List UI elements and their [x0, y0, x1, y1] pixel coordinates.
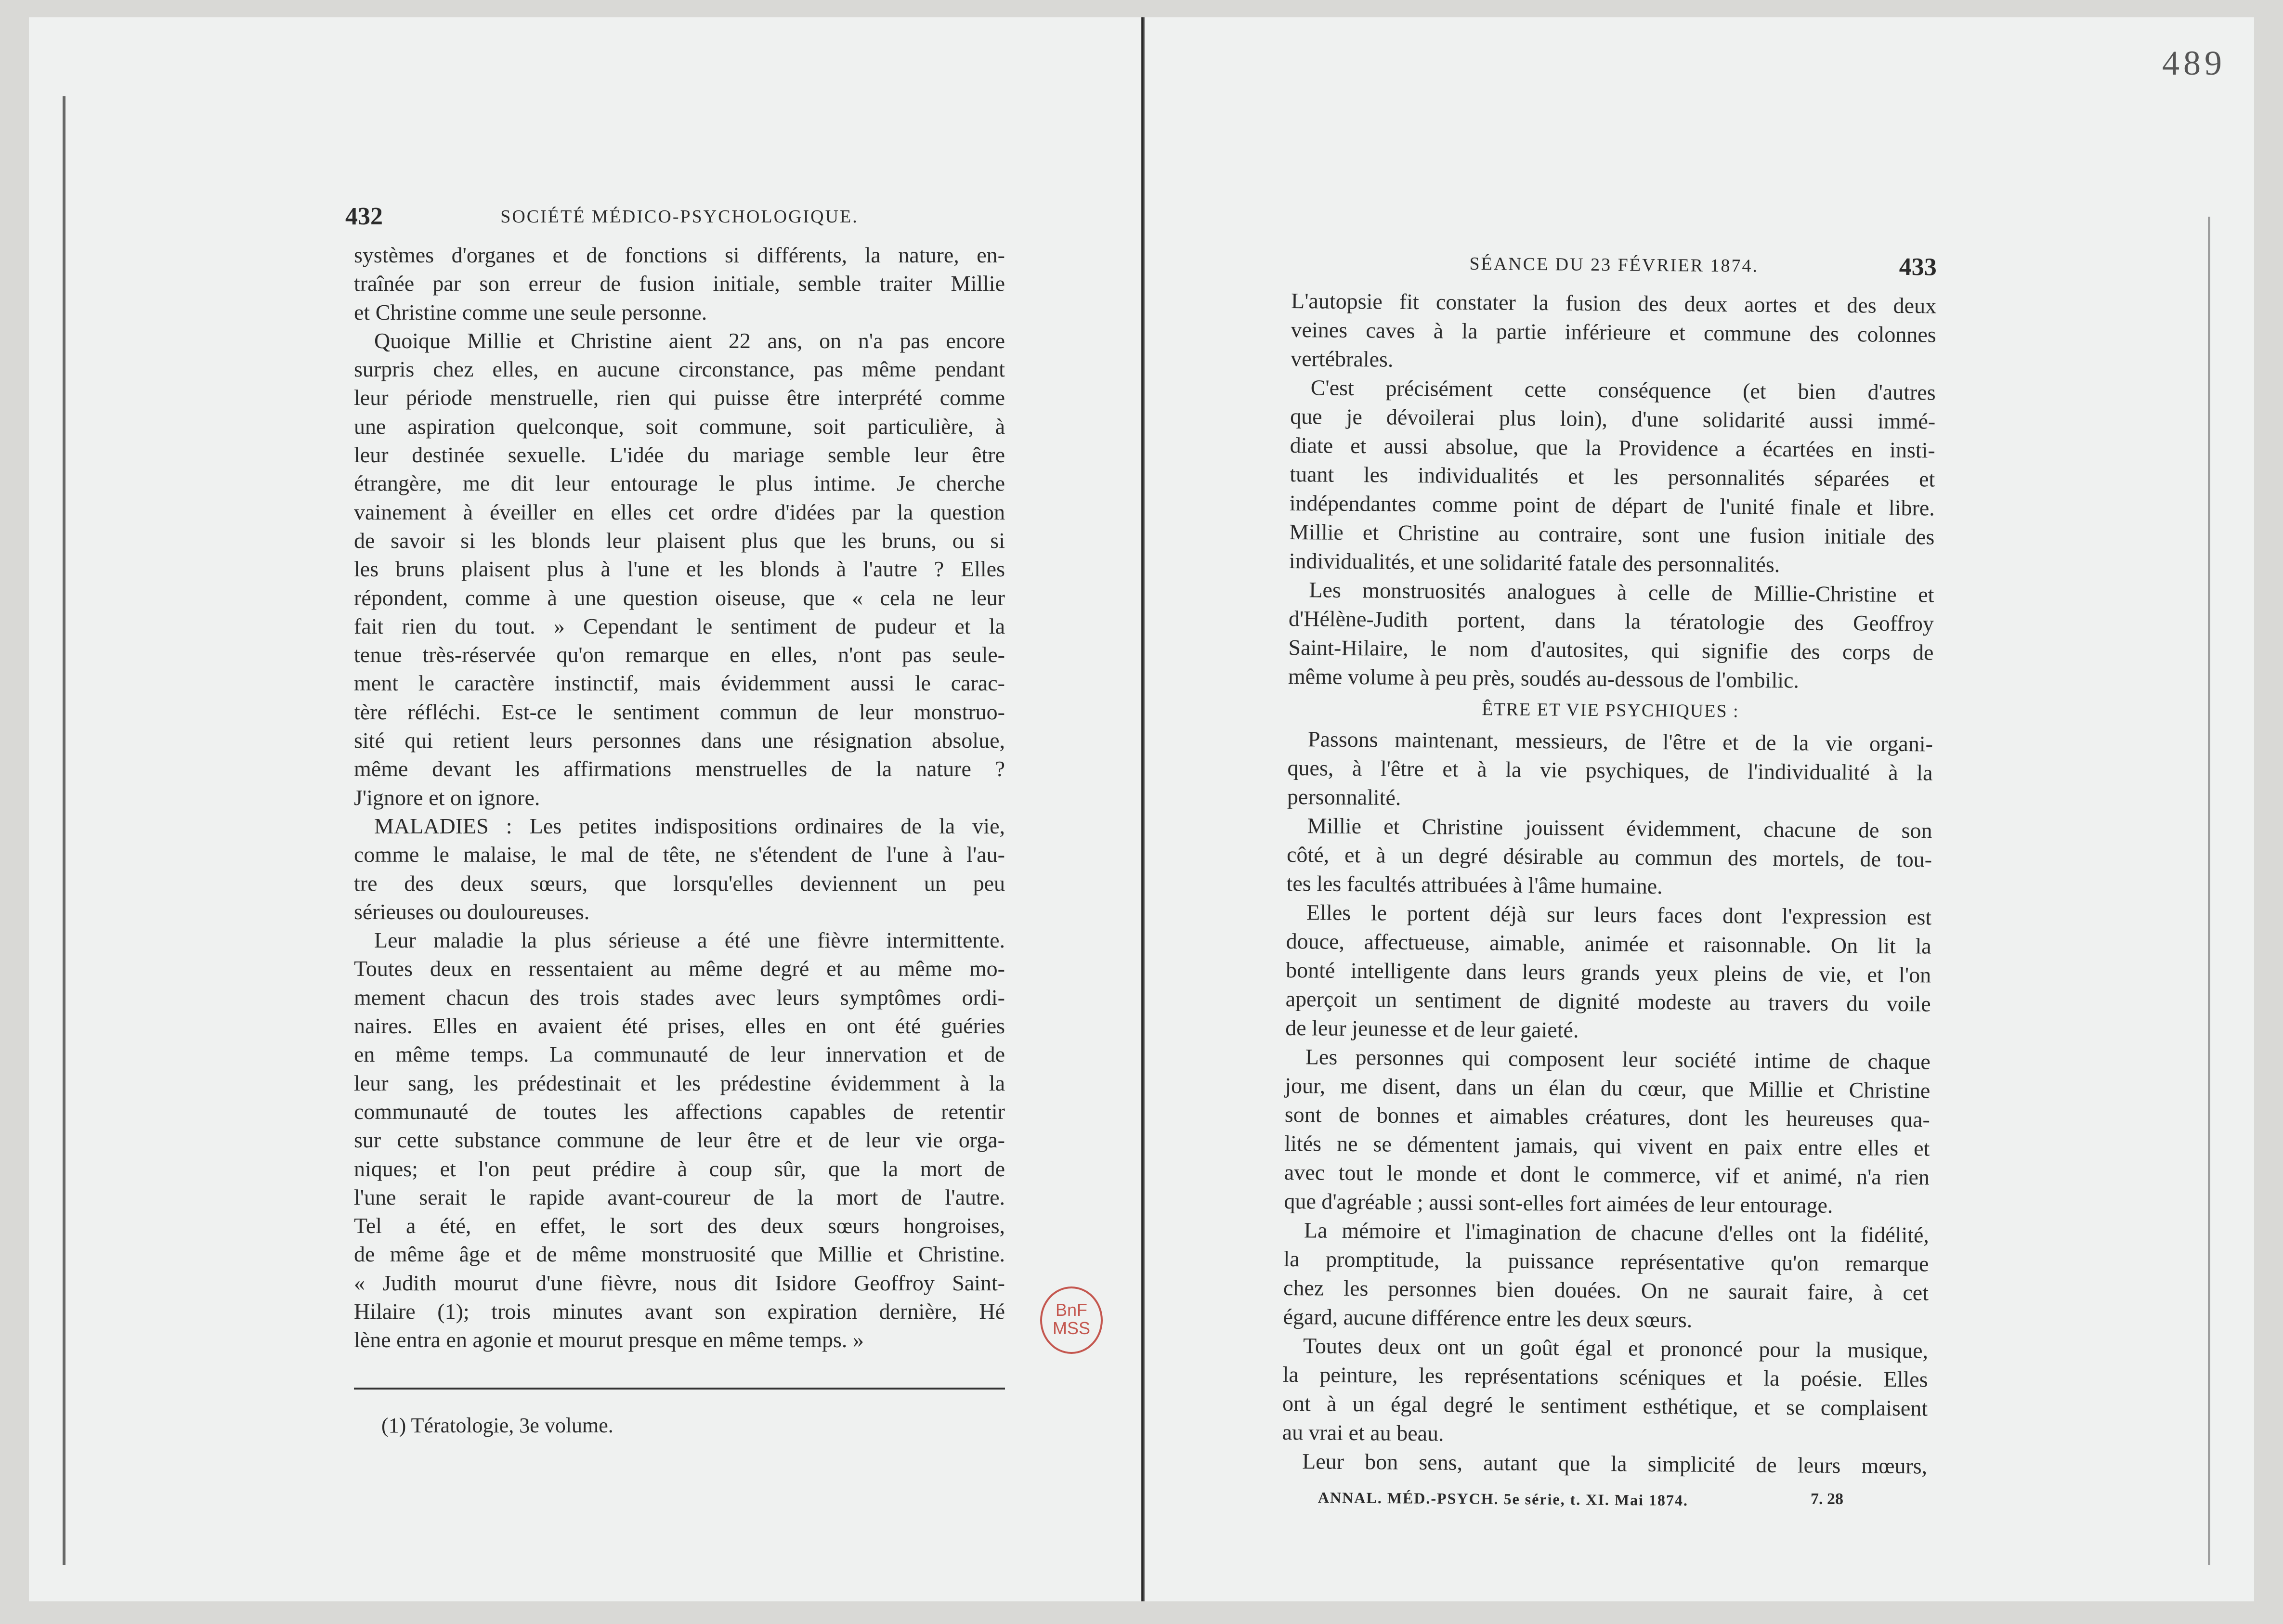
text-line: tre des deux sœurs, que lorsqu'elles deviennent un peu — [354, 870, 1005, 896]
text-line: l'une serait le rapide avant-coureur de la mort de l'autre. — [354, 1184, 1005, 1209]
text-line: une aspiration quelconque, soit commune, soit particulière, à — [354, 414, 1005, 439]
text-line: diate et aussi absolue, que la Providence a écartées en insti- — [1290, 432, 1935, 463]
text-line: avec tout le monde et dont le commerce, vif et animé, n'a rien — [1284, 1159, 1930, 1190]
text-line: Leur bon sens, autant que la simplicité de leurs mœurs, — [1302, 1449, 1928, 1479]
running-head — [345, 202, 1005, 241]
text-line: bonté intelligente dans leurs grands yeux pleins de vie, et l'on — [1286, 957, 1931, 987]
text-line: de savoir si les blonds leur plaisent plus que les bruns, ou si — [354, 528, 1005, 553]
paragraph — [1286, 811, 1932, 903]
text-line: tère réfléchi. Est-ce le sentiment commun de leur monstruo- — [354, 699, 1005, 724]
text-line: La mémoire et l'imagination de chacune d'elles ont la fidélité, — [1304, 1218, 1930, 1247]
body-text — [1282, 286, 1936, 1481]
text-line: indépendantes comme point de départ de l'unité finale et libre. — [1289, 490, 1935, 520]
right-page — [1282, 248, 1937, 1481]
stamp-line: MSS — [1052, 1318, 1090, 1338]
text-line: côté, et à un degré désirable au commun des mortels, de tou- — [1286, 842, 1932, 872]
text-line: Hilaire (1); trois minutes avant son expiration dernière, Hé — [354, 1299, 1005, 1324]
book-gutter — [1141, 17, 1145, 1601]
paragraph — [1285, 898, 1931, 1048]
bnf-library-stamp — [1040, 1286, 1103, 1354]
text-line: lène entra en agonie et mourut presque en même temps. » — [354, 1327, 864, 1352]
text-line: que je dévoilerai plus loin), d'une solidarité aussi immé- — [1290, 403, 1936, 434]
text-line: leur période menstruelle, rien qui puisse être interprété comme — [354, 385, 1005, 410]
text-line: veines caves à la partie inférieure et commune des colonnes — [1291, 317, 1936, 347]
text-line: communauté de toutes les affections capables de retentir — [354, 1099, 1005, 1124]
folio-number: 489 — [2162, 44, 2226, 82]
text-line: lités ne se démentent jamais, qui vivent en paix entre elles et — [1284, 1130, 1930, 1161]
text-line: aperçoit un sentiment de dignité modeste au travers du voile — [1285, 986, 1931, 1016]
text-line: Elles le portent déjà sur leurs faces dont l'expression est — [1306, 900, 1932, 930]
text-line: répondent, comme à une question oiseuse, que « cela ne leur — [354, 585, 1005, 610]
text-line: vainement à éveiller en elles cet ordre d'idées par la question — [354, 499, 1005, 524]
text-line: Millie et Christine au contraire, sont une fusion initiale des — [1289, 519, 1935, 549]
text-line: systèmes d'organes et de fonctions si différents, la nature, en- — [354, 243, 1005, 267]
text-line: traînée par son erreur de fusion initiale, semble traiter Millie — [354, 271, 1005, 296]
body-text — [354, 241, 1005, 1354]
footnote: (1) Tératologie, 3e volume. — [381, 1414, 613, 1437]
text-line: Passons maintenant, messieurs, de l'être et de la vie organi- — [1307, 727, 1933, 756]
paragraph — [354, 241, 1005, 326]
text-line: Millie et Christine jouissent évidemment, chacune de son — [1307, 813, 1932, 843]
text-line: même devant les affirmations menstruelles de la nature ? — [354, 756, 1005, 781]
text-line: L'autopsie fit constater la fusion des deux aortes et des deux — [1291, 288, 1937, 318]
text-line: Les personnes qui composent leur société intime de chaque — [1305, 1044, 1931, 1074]
text-line: même volume à peu près, soudés au-dessous de l'ombilic. — [1288, 663, 1800, 693]
paragraph — [1282, 1447, 1927, 1481]
paragraph — [354, 812, 1005, 926]
text-line: la promptitude, la puissance représentative qu'on remarque — [1283, 1246, 1929, 1276]
text-line: niques; et l'on peut prédire à coup sûr, que la mort de — [354, 1156, 1005, 1181]
text-line: individualités, et une solidarité fatale des personnalités. — [1289, 548, 1780, 577]
text-line: Saint-Hilaire, le nom d'autosites, qui signifie des corps de — [1288, 635, 1934, 665]
text-line: leur destinée sexuelle. L'idée du mariage semble leur être — [354, 442, 1005, 468]
paragraph — [1282, 1331, 1928, 1452]
paragraph — [1291, 286, 1936, 378]
text-line: et Christine comme une seule personne. — [354, 299, 707, 325]
running-title: SÉANCE DU 23 FÉVRIER 1874. — [1469, 253, 1759, 276]
text-line: tuant les individualités et les personnalités séparées et — [1290, 461, 1935, 492]
left-page — [345, 202, 1005, 1354]
text-line: surpris chez elles, en aucune circonstance, pas même pendant — [354, 357, 1005, 382]
scan-edge-shadow — [2208, 217, 2210, 1565]
text-line: de même âge et de même monstruosité que Millie et Christine. — [354, 1242, 1005, 1267]
text-line: égard, aucune différence entre les deux sœurs. — [1283, 1304, 1693, 1332]
paragraph — [1289, 373, 1936, 581]
paragraph — [1283, 1216, 1929, 1337]
text-line: Toutes deux en ressentaient au même degré et au même mo- — [354, 956, 1005, 981]
text-line: ont à un égal degré le sentiment esthétique, et se complaisent — [1282, 1390, 1928, 1421]
text-line: d'Hélène-Judith portent, dans la tératologie des Geoffroy — [1288, 606, 1934, 636]
running-head — [1291, 248, 1937, 292]
text-line: J'ignore et on ignore. — [354, 785, 540, 810]
text-line: leur sang, les prédestinait et les prédestine évidemment à la — [354, 1070, 1005, 1095]
text-line: en même temps. La communauté de leur innervation et de — [354, 1042, 1005, 1067]
journal-footer: ANNAL. MÉD.-PSYCH. 5e série, t. XI. Mai 1874. — [1318, 1488, 1689, 1509]
text-line: tes les facultés attribuées à l'âme humaine. — [1286, 870, 1663, 899]
text-line: jour, me disent, dans un élan du cœur, que Millie et Christine — [1285, 1073, 1931, 1103]
text-line: sité qui retient leurs personnes dans une résignation absolue, — [354, 728, 1005, 753]
text-line: la peinture, les représentations scéniques et la poésie. Elles — [1282, 1362, 1928, 1392]
text-line: Leur maladie la plus sérieuse a été une fièvre intermittente. — [374, 928, 1005, 953]
text-line: ques, à l'être et à la vie psychiques, de l'individualité à la — [1287, 755, 1933, 785]
scan-edge-shadow — [63, 96, 65, 1565]
paragraph — [354, 326, 1005, 812]
text-line: MALADIES : Les petites indispositions ordinaires de la vie, — [374, 813, 1005, 838]
text-line: étrangère, me dit leur entourage le plus intime. Je cherche — [354, 471, 1005, 496]
text-line: Tel a été, en effet, le sort des deux sœurs hongroises, — [354, 1213, 1005, 1238]
text-line: fait rien du tout. » Cependant le sentiment de pudeur et la — [354, 613, 1005, 638]
signature-mark: 7. 28 — [1811, 1490, 1843, 1508]
text-line: ment le caractère instinctif, mais évidemment aussi le carac- — [354, 671, 1005, 696]
section-heading: ÊTRE ET VIE PSYCHIQUES : — [1482, 699, 1739, 722]
text-line: personnalité. — [1287, 784, 1401, 810]
running-title: SOCIÉTÉ MÉDICO-PSYCHOLOGIQUE. — [500, 207, 859, 227]
text-line: sont de bonnes et aimables créatures, dont les heureuses qua- — [1284, 1102, 1931, 1132]
paragraph — [1287, 725, 1933, 817]
text-line: « Judith mourut d'une fièvre, nous dit Isidore Geoffroy Saint- — [354, 1270, 1005, 1295]
text-line: naires. Elles en avaient été prises, elles en ont été guéries — [354, 1013, 1005, 1039]
text-line: vertébrales. — [1290, 346, 1394, 372]
text-line: mement chacun des trois stades avec leurs symptômes ordi- — [354, 985, 1005, 1010]
text-line: au vrai et au beau. — [1282, 1419, 1444, 1446]
text-line: douce, affectueuse, aimable, animée et raisonnable. On lit la — [1286, 928, 1931, 959]
text-line: chez les personnes bien douées. On ne saurait faire, à cet — [1283, 1275, 1929, 1305]
text-line: que d'agréable ; aussi sont-elles fort aimées de leur entourage. — [1284, 1188, 1833, 1218]
text-line: comme le malaise, le mal de tête, ne s'étendent de l'une à l'au- — [354, 842, 1005, 867]
page-number: 432 — [345, 203, 383, 230]
footnote-rule — [354, 1388, 1005, 1390]
paragraph — [354, 926, 1005, 1354]
paragraph — [1288, 575, 1934, 696]
text-line: tenue très-réservée qu'on remarque en elles, n'ont pas seule- — [354, 642, 1005, 667]
text-line: Toutes deux ont un goût égal et prononcé pour la musique, — [1303, 1333, 1929, 1363]
text-line: les bruns plaisent plus à l'une et les blonds à l'autre ? Elles — [354, 557, 1005, 582]
text-line: Quoique Millie et Christine aient 22 ans, on n'a pas encore — [374, 328, 1005, 353]
stamp-line: BnF — [1055, 1300, 1088, 1320]
text-line: C'est précisément cette conséquence (et bien d'autres — [1310, 375, 1936, 405]
paragraph — [1284, 1042, 1931, 1221]
page-number: 433 — [1899, 253, 1937, 281]
text-line: sur cette substance commune de leur être et de leur vie orga- — [354, 1128, 1005, 1153]
text-line: de leur jeunesse et de leur gaieté. — [1285, 1015, 1579, 1042]
text-line: sérieuses ou douloureuses. — [354, 899, 590, 924]
text-line: Les monstruosités analogues à celle de Millie-Christine et — [1309, 577, 1934, 607]
